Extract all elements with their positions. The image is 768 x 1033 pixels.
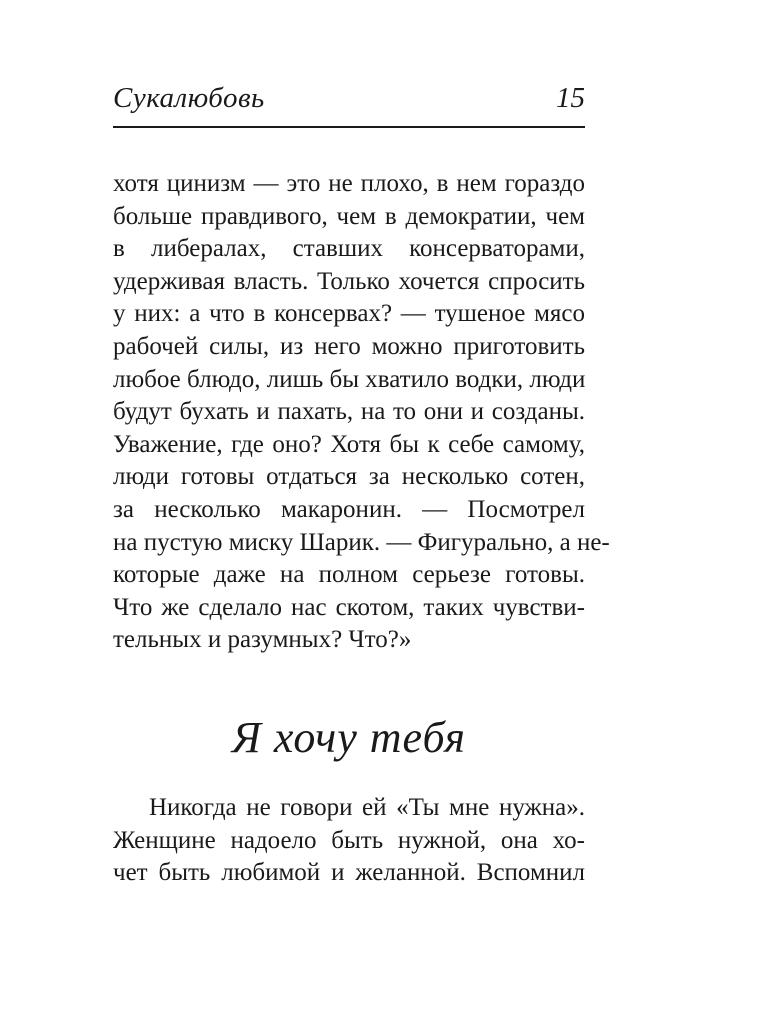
text-line: будут бухать и пахать, на то они и созданы.	[113, 398, 585, 426]
text-line: на пустую миску Шарик. — Фигурально, а не-	[113, 528, 610, 556]
page-number: 15	[556, 82, 585, 114]
text-line: Женщине надоело быть нужной, она хо-	[113, 826, 585, 854]
paragraph-continued	[113, 168, 610, 657]
text-line: больше правдивого, чем в демократии, чем	[113, 202, 585, 230]
text-line: в либералах, ставших консерваторами,	[113, 235, 585, 263]
running-header	[113, 82, 585, 128]
text-line: которые даже на полном серьезе готовы.	[113, 561, 585, 589]
paragraph-new	[113, 792, 585, 890]
text-line: хотя цинизм — это не плохо, в нем гораздо	[113, 170, 585, 197]
running-title: Сукалюбовь	[113, 82, 265, 114]
section-title: Я хочу тебя	[232, 713, 466, 762]
text-line: тельных и разумных? Что?»	[113, 626, 412, 654]
text-line: Уважение, где оно? Хотя бы к себе самому,	[113, 430, 585, 458]
text-line: за несколько макаронин. — Посмотрел	[113, 495, 585, 523]
text-line: любое блюдо, лишь бы хватило водки, люди	[113, 365, 586, 393]
text-line: у них: а что в консервах? — тушеное мясо	[113, 300, 585, 328]
text-line: Никогда не говори ей «Ты мне нужна».	[149, 794, 585, 821]
text-line: чет быть любимой и желанной. Вспомнил	[113, 859, 585, 887]
text-line: Что же сделало нас скотом, таких чувстви-	[113, 593, 585, 621]
text-line: люди готовы отдаться за несколько сотен,	[113, 463, 585, 491]
text-line: рабочей силы, из него можно приготовить	[113, 332, 585, 360]
text-line: удерживая власть. Только хочется спросить	[113, 267, 585, 295]
